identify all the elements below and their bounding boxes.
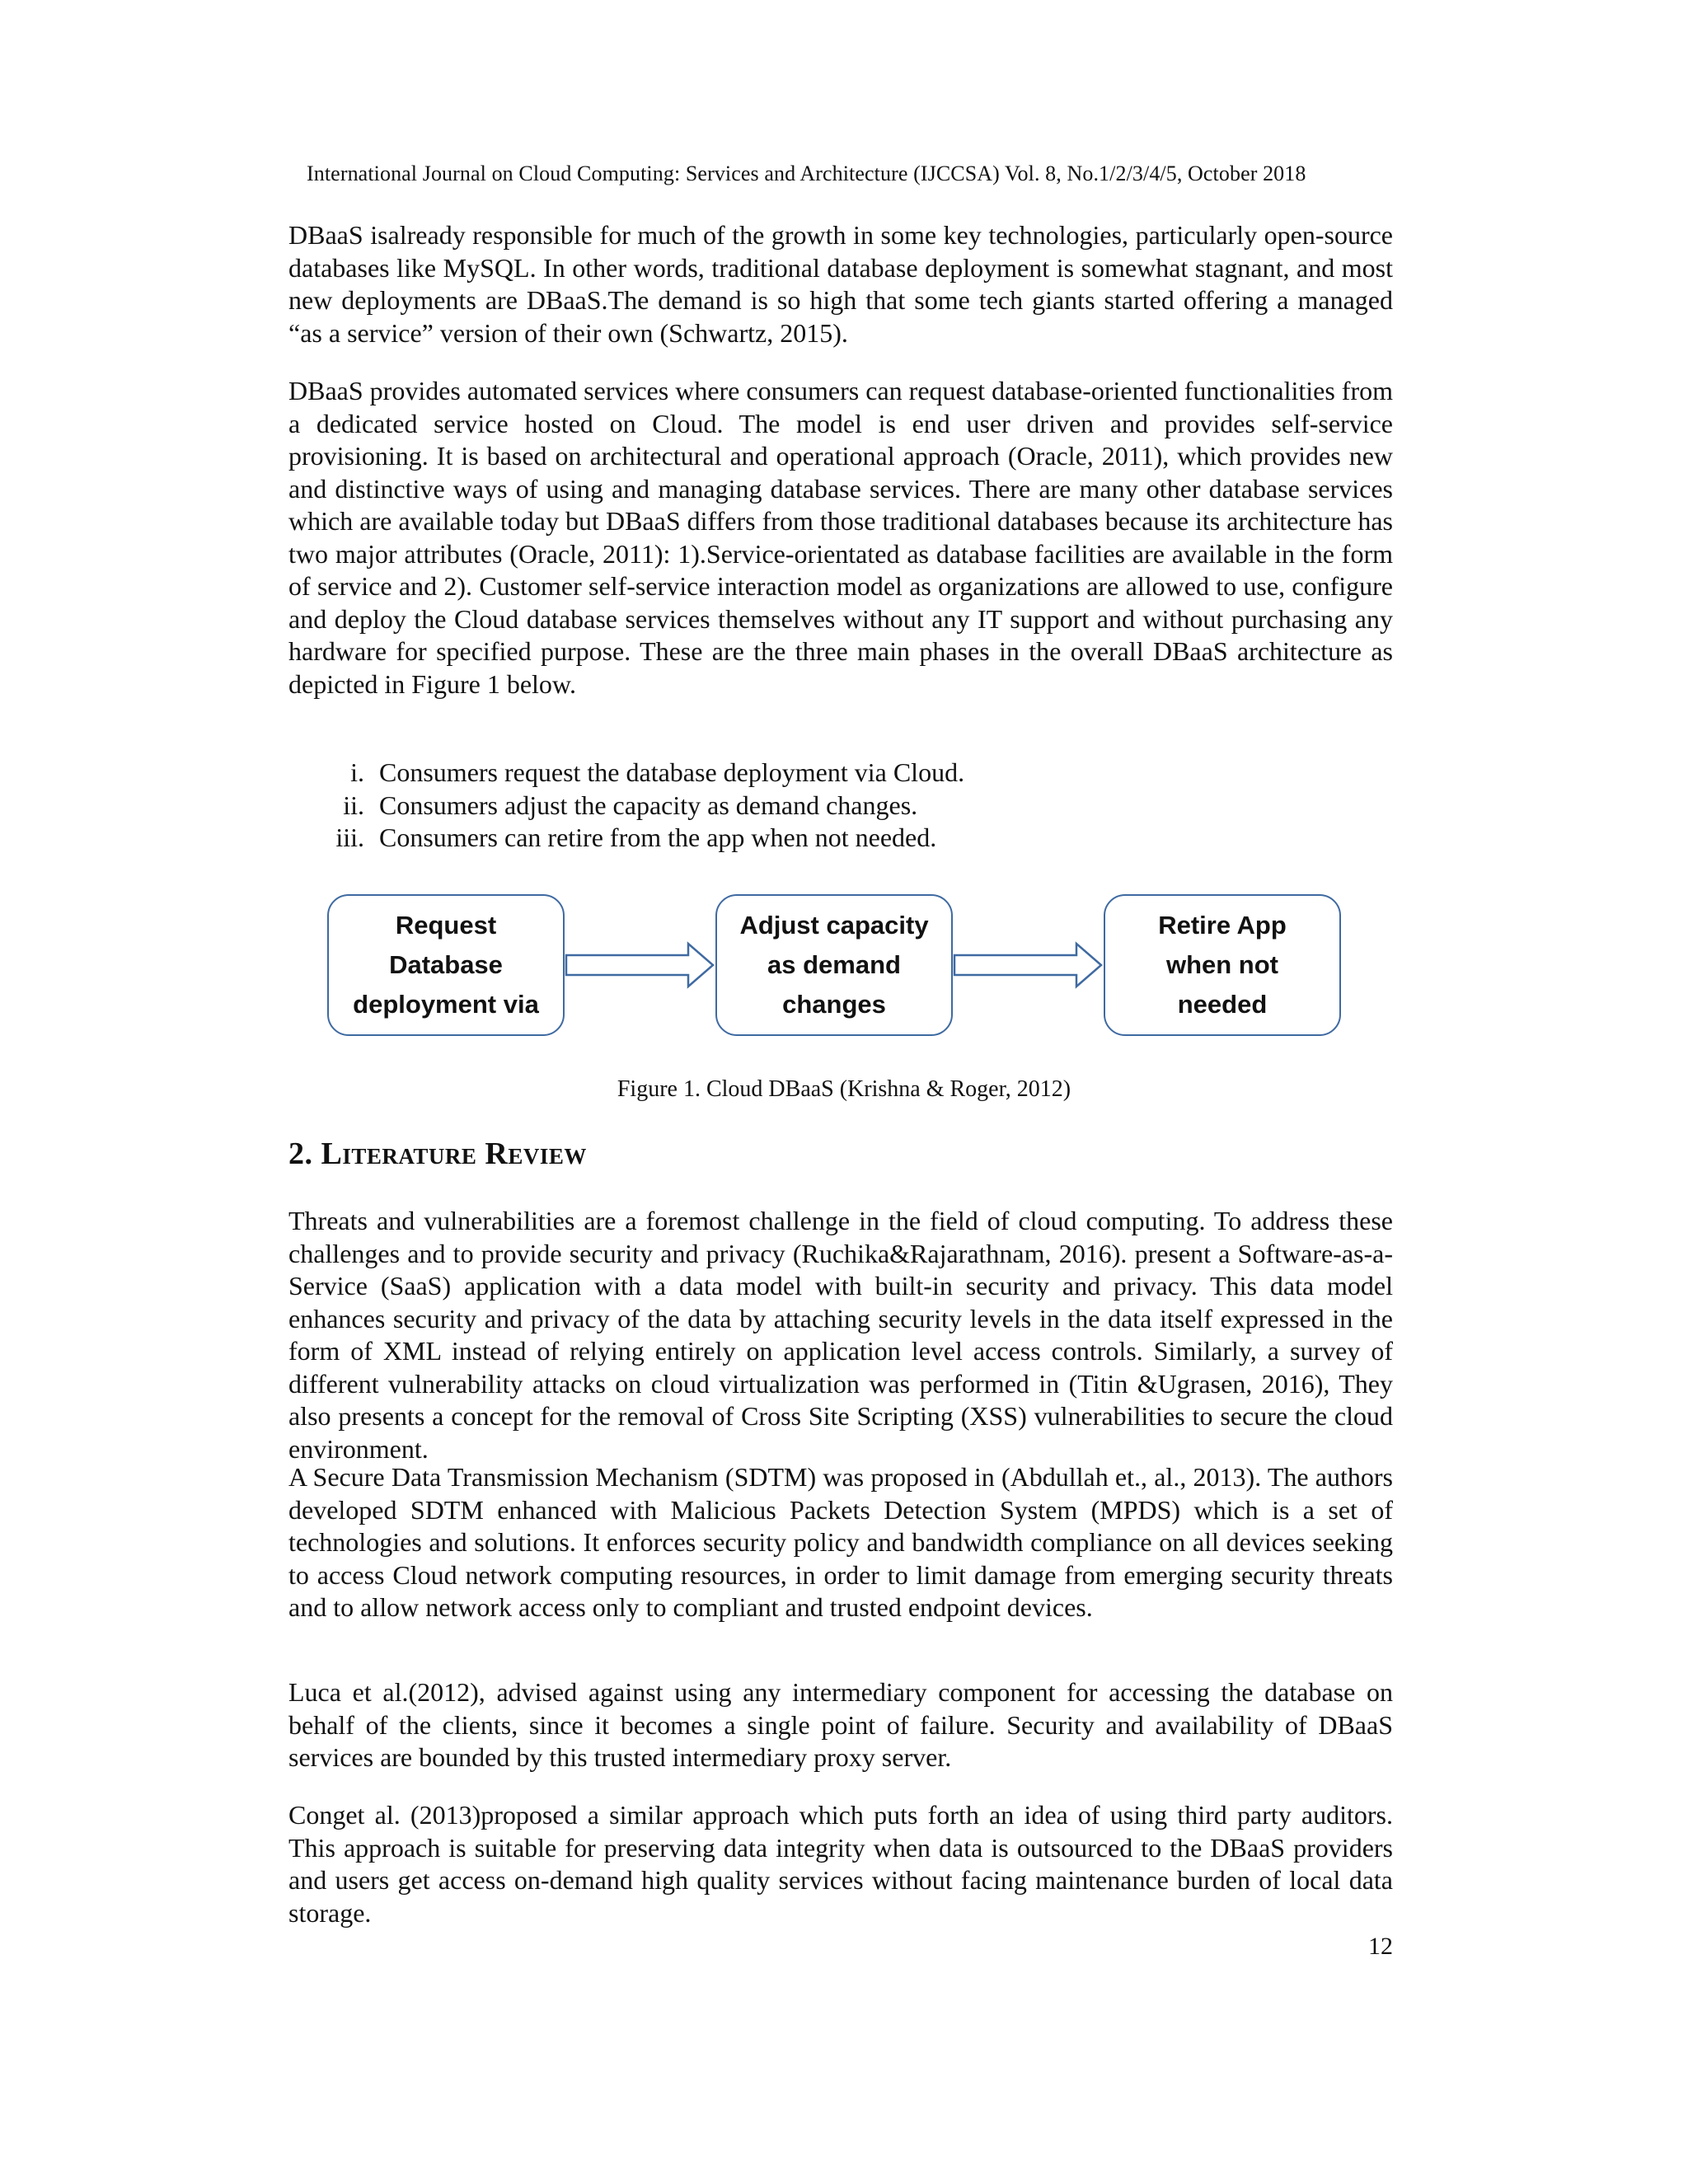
list-item <box>288 757 1393 790</box>
flow-box-retire <box>1104 894 1341 1036</box>
list-item <box>288 790 1393 823</box>
paragraph-text: DBaaS isalready responsible for much of the growth in some key technologies, particularly open-source databases like MySQL. In other words, traditional database deployment is somewhat stagnant, and most new deployments are DBaaS.The demand is so high that some tech giants started offering a managed “as a service” version of their own (Schwartz, 2015). <box>288 220 1393 348</box>
list-number: i. <box>350 757 364 787</box>
list-number: iii. <box>335 823 364 852</box>
flow-box-label: Adjust capacity as demand changes <box>739 911 929 1019</box>
paragraph-luca <box>288 1676 1393 1774</box>
flow-box-label: Retire App when not needed <box>1158 911 1287 1019</box>
paragraph-text: A Secure Data Transmission Mechanism (SDTM) was proposed in (Abdullah et., al., 2013). The authors developed SDTM enhanced with Malicious Packets Detection System (MPDS) which is a set of technologies and solutions. It enforces security policy and bandwidth compliance on all devices seeking to access Cloud network computing resources, in order to limit damage from emerging security threats and to allow network access only to compliant and trusted endpoint devices. <box>288 1462 1393 1622</box>
paragraph-text: Luca et al.(2012), advised against using any intermediary component for accessing the database on behalf of the clients, since it becomes a single point of failure. Security and availability of DBaaS services are bounded by this trusted intermediary proxy server. <box>288 1677 1393 1772</box>
paragraph-text: DBaaS provides automated services where consumers can request database-oriented functionalities from a dedicated service hosted on Cloud. The model is end user driven and provides self-service provisioning. It is based on architectural and operational approach (Oracle, 2011), which provides new and distinctive ways of using and managing database services. There are many other database services which are available today but DBaaS differs from those traditional databases because its architecture has two major attributes (Oracle, 2011): 1).Service-orientated as database facilities are available in the form of service and 2). Customer self-service interaction model as organizations are allowed to use, configure and deploy the Cloud database services themselves without any IT support and without purchasing any hardware for specified purpose. These are the three main phases in the overall DBaaS architecture as depicted in Figure 1 below. <box>288 376 1393 699</box>
running-header: International Journal on Cloud Computing: Services and Architecture (IJCCSA) Vol. 8, No.1/2/3/4/5, October 2018 <box>307 162 1306 185</box>
paragraph-text: Conget al. (2013)proposed a similar approach which puts forth an idea of using third party auditors. This approach is suitable for preserving data integrity when data is outsourced to the DBaaS providers and users get access on-demand high quality services without facing maintenance burden of local data storage. <box>288 1800 1393 1928</box>
figure-caption: Figure 1. Cloud DBaaS (Krishna & Roger, 2012) <box>617 1076 1071 1102</box>
paragraph-dbaas-services <box>288 375 1393 701</box>
flow-box-request <box>327 894 565 1036</box>
phases-list <box>288 757 1393 855</box>
paragraph-sdtm <box>288 1461 1393 1624</box>
right-arrow-icon <box>565 940 715 990</box>
right-arrow-icon <box>953 940 1104 990</box>
paragraph-dbaas-growth <box>288 219 1393 349</box>
paragraph-cong <box>288 1799 1393 1929</box>
flow-box-label: Request Database deployment via <box>353 911 539 1019</box>
list-text: Consumers can retire from the app when not needed. <box>379 823 937 852</box>
flow-box-adjust <box>715 894 953 1036</box>
list-text: Consumers adjust the capacity as demand changes. <box>379 790 918 820</box>
section-heading: 2. Literature Review <box>288 1137 587 1171</box>
list-item <box>288 822 1393 855</box>
paragraph-text: Threats and vulnerabilities are a foremost challenge in the field of cloud computing. To address these challenges and to provide security and privacy (Ruchika&Rajarathnam, 2016). present a Software-as-a-Service (SaaS) application with a data model with built-in security and privacy. This data model enhances security and privacy of the data by attaching security levels in the data itself expressed in the form of XML instead of relying entirely on application level access controls. Similarly, a survey of different vulnerability attacks on cloud virtualization was performed in (Titin &Ugrasen, 2016), They also presents a concept for the removal of Cross Site Scripting (XSS) vulnerabilities to secure the cloud environment. <box>288 1206 1393 1464</box>
page-number: 12 <box>1368 1933 1393 1960</box>
list-number: ii. <box>343 790 364 820</box>
list-text: Consumers request the database deployment via Cloud. <box>379 757 965 787</box>
paragraph-threats <box>288 1205 1393 1465</box>
